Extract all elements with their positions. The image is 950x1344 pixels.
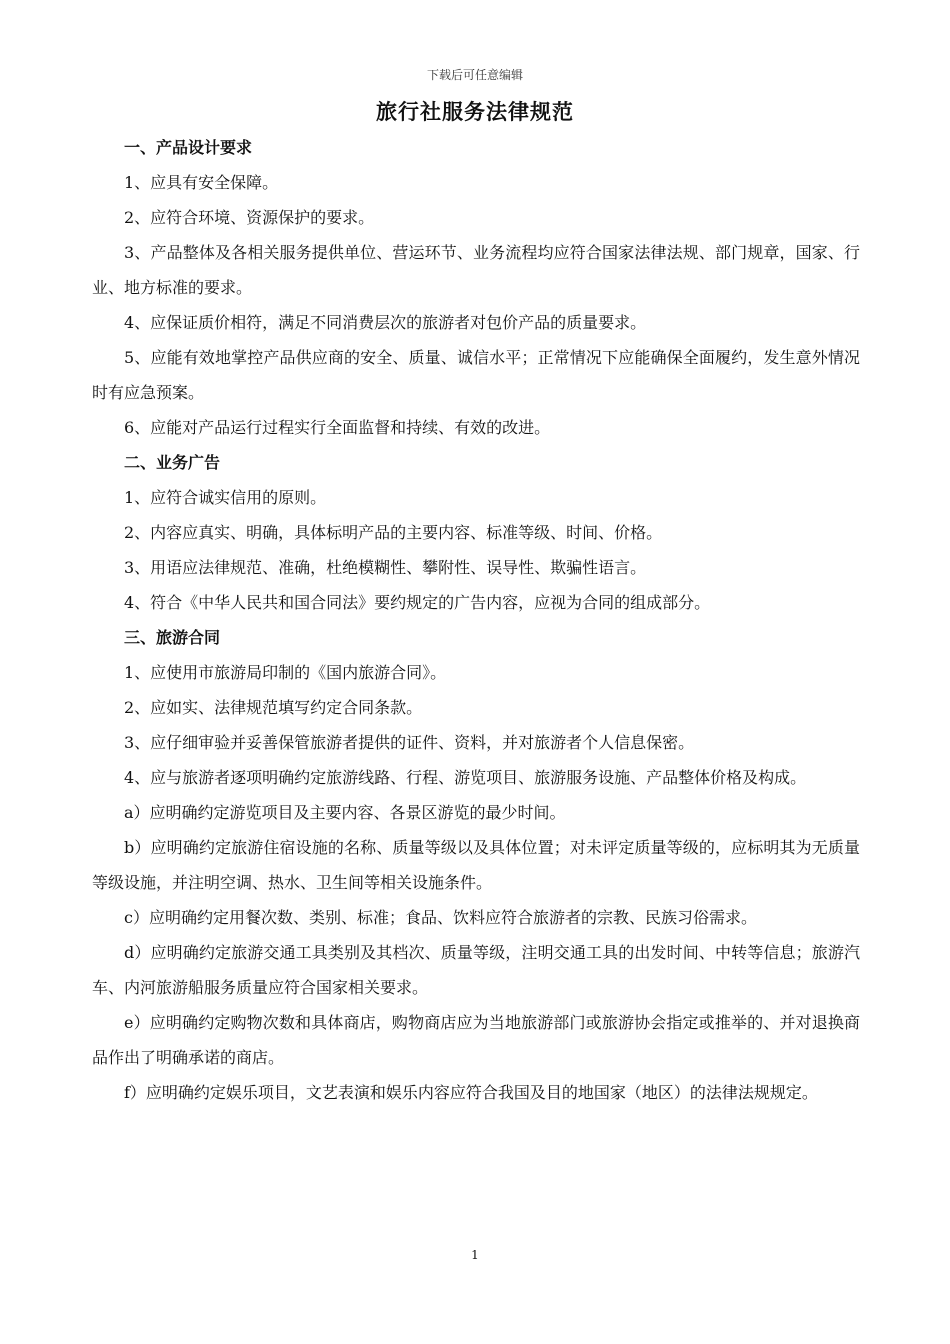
document-title: 旅行社服务法律规范 xyxy=(376,99,574,124)
paragraph: 3、应仔细审验并妥善保管旅游者提供的证件、资料，并对旅游者个人信息保密。 xyxy=(124,733,695,752)
paragraph: 5、应能有效地掌控产品供应商的安全、质量、诚信水平；正常情况下应能确保全面履约，发生意外情况时有应急预案。 xyxy=(92,348,860,402)
paragraph: 6、应能对产品运行过程实行全面监督和持续、有效的改进。 xyxy=(124,418,551,437)
section-travel-contract xyxy=(92,620,860,1110)
paragraph: 1、应使用市旅游局印制的《国内旅游合同》。 xyxy=(124,663,447,682)
paragraph: e）应明确约定购物次数和具体商店，购物商店应为当地旅游部门或旅游协会指定或推举的、并对退换商品作出了明确承诺的商店。 xyxy=(92,1013,860,1067)
paragraph: 2、应如实、法律规范填写约定合同条款。 xyxy=(124,698,423,717)
section-heading: 二、业务广告 xyxy=(124,453,221,472)
paragraph: b）应明确约定旅游住宿设施的名称、质量等级以及具体位置；对未评定质量等级的，应标明其为无质量等级设施，并注明空调、热水、卫生间等相关设施条件。 xyxy=(92,838,860,892)
paragraph: 2、内容应真实、明确，具体标明产品的主要内容、标准等级、时间、价格。 xyxy=(124,523,663,542)
section-heading: 一、产品设计要求 xyxy=(124,138,253,157)
paragraph: 1、应具有安全保障。 xyxy=(124,173,279,192)
paragraph: 1、应符合诚实信用的原则。 xyxy=(124,488,327,507)
document-body xyxy=(92,130,860,1110)
paragraph: 4、应与旅游者逐项明确约定旅游线路、行程、游览项目、旅游服务设施、产品整体价格及构成。 xyxy=(124,768,807,787)
paragraph: f）应明确约定娱乐项目，文艺表演和娱乐内容应符合我国及目的地国家（地区）的法律法规规定。 xyxy=(124,1083,818,1102)
paragraph: a）应明确约定游览项目及主要内容、各景区游览的最少时间。 xyxy=(124,803,566,822)
paragraph: c）应明确约定用餐次数、类别、标准；食品、饮料应符合旅游者的宗教、民族习俗需求。 xyxy=(124,908,757,927)
header-note: 下载后可任意编辑 xyxy=(426,68,523,82)
section-business-advertising xyxy=(92,445,860,620)
paragraph: 4、符合《中华人民共和国合同法》要约规定的广告内容，应视为合同的组成部分。 xyxy=(124,593,711,612)
section-heading: 三、旅游合同 xyxy=(124,628,221,647)
paragraph: 2、应符合环境、资源保护的要求。 xyxy=(124,208,375,227)
paragraph: 4、应保证质价相符，满足不同消费层次的旅游者对包价产品的质量要求。 xyxy=(124,313,647,332)
paragraph: 3、用语应法律规范、准确，杜绝模糊性、攀附性、误导性、欺骗性语言。 xyxy=(124,558,647,577)
section-product-design xyxy=(92,130,860,445)
paragraph: 3、产品整体及各相关服务提供单位、营运环节、业务流程均应符合国家法律法规、部门规章，国家、行业、地方标准的要求。 xyxy=(92,243,860,297)
paragraph: d）应明确约定旅游交通工具类别及其档次、质量等级，注明交通工具的出发时间、中转等信息；旅游汽车、内河旅游船服务质量应符合国家相关要求。 xyxy=(92,943,860,997)
page-number: 1 xyxy=(471,1248,479,1262)
